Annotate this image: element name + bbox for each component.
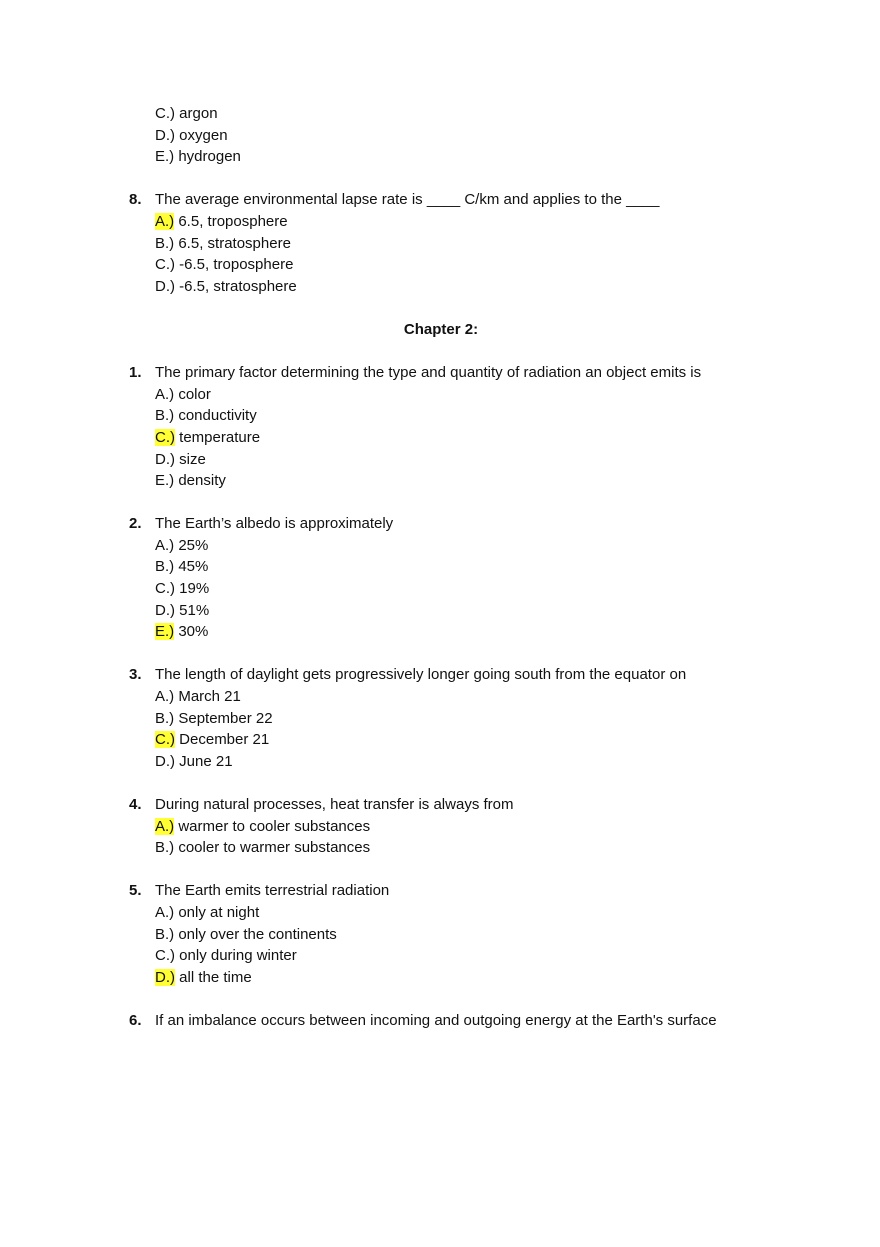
option-letter: A.)	[155, 688, 175, 706]
question-line	[0, 664, 880, 686]
question-text: The average environmental lapse rate is ____ C/km and applies to the ____	[155, 191, 660, 209]
option-label: only during winter	[179, 947, 297, 965]
option-text	[155, 967, 252, 989]
option-label: 25%	[178, 536, 209, 554]
blank-line	[0, 859, 880, 881]
answer-option	[0, 837, 880, 859]
option-text	[155, 729, 269, 751]
answer-option	[0, 233, 880, 255]
question-line	[0, 362, 880, 384]
option-letter: B.)	[155, 839, 175, 857]
option-letter: E.)	[155, 472, 175, 490]
option-text	[155, 578, 209, 600]
correct-answer-letter: A.)	[155, 817, 175, 835]
question-number: 1.	[129, 364, 142, 382]
answer-option	[0, 686, 880, 708]
question-text: The length of daylight gets progressively longer going south from the equator on	[155, 666, 687, 684]
question-number: 2.	[129, 515, 142, 533]
option-label: -6.5, troposphere	[179, 256, 294, 274]
answer-option	[0, 578, 880, 600]
option-label: 19%	[179, 580, 210, 598]
blank-line	[0, 492, 880, 514]
answer-option	[0, 211, 880, 233]
correct-answer-letter: C.)	[155, 731, 175, 749]
option-letter: D.)	[155, 601, 175, 619]
option-letter: B.)	[155, 925, 175, 943]
option-text	[155, 384, 211, 406]
answer-option	[0, 729, 880, 751]
option-label: all the time	[179, 968, 252, 986]
option-text	[155, 902, 259, 924]
option-letter: B.)	[155, 234, 175, 252]
blank-line	[0, 297, 880, 319]
option-label: June 21	[179, 752, 233, 770]
option-text	[155, 621, 208, 643]
option-label: 6.5, troposphere	[178, 212, 288, 230]
answer-option	[0, 449, 880, 471]
option-text	[155, 405, 257, 427]
question-line	[0, 1010, 880, 1032]
option-label: -6.5, stratosphere	[179, 277, 297, 295]
option-label: 45%	[178, 558, 209, 576]
option-label: September 22	[178, 709, 273, 727]
option-text	[155, 708, 273, 730]
answer-option	[0, 600, 880, 622]
question-text: The primary factor determining the type and quantity of radiation an object emits is	[155, 364, 702, 382]
question-number: 5.	[129, 882, 142, 900]
option-letter: C.)	[155, 947, 175, 965]
blank-line	[0, 643, 880, 665]
answer-option	[0, 556, 880, 578]
correct-answer-letter: E.)	[155, 623, 175, 641]
answer-option	[0, 103, 880, 125]
question-number: 4.	[129, 796, 142, 813]
question-text: The Earth’s albedo is approximately	[155, 515, 394, 533]
option-letter: B.)	[155, 709, 175, 727]
option-text	[155, 816, 370, 838]
answer-option	[0, 470, 880, 492]
question-line	[0, 794, 880, 816]
answer-option	[0, 276, 880, 298]
option-label: 51%	[179, 601, 210, 619]
option-letter: B.)	[155, 558, 175, 576]
answer-option	[0, 708, 880, 730]
option-label: argon	[179, 105, 218, 122]
option-label: December 21	[179, 731, 270, 749]
option-text	[155, 470, 226, 492]
question-number: 6.	[129, 1011, 142, 1029]
option-text	[155, 751, 233, 773]
option-text	[155, 924, 337, 946]
option-label: hydrogen	[178, 148, 241, 166]
correct-answer-letter: D.)	[155, 968, 175, 986]
option-text	[155, 945, 297, 967]
option-text	[155, 254, 293, 276]
option-label: size	[179, 450, 206, 468]
option-text	[155, 686, 241, 708]
blank-line	[0, 772, 880, 794]
answer-option	[0, 621, 880, 643]
option-letter: C.)	[155, 580, 175, 598]
option-text	[155, 233, 291, 255]
option-label: cooler to warmer substances	[178, 839, 371, 857]
answer-option	[0, 924, 880, 946]
question-line	[0, 189, 880, 211]
quiz-content	[0, 103, 880, 1032]
chapter-heading: Chapter 2:	[403, 320, 479, 338]
option-text	[155, 211, 288, 233]
option-label: color	[178, 385, 211, 403]
option-label: oxygen	[179, 126, 228, 144]
option-letter: C.)	[155, 256, 175, 274]
blank-line	[0, 988, 880, 1010]
option-label: density	[178, 472, 226, 490]
option-text	[155, 556, 208, 578]
answer-option	[0, 535, 880, 557]
question-line	[0, 513, 880, 535]
option-letter: E.)	[155, 148, 175, 166]
answer-option	[0, 125, 880, 147]
option-text	[155, 535, 208, 557]
blank-line	[0, 168, 880, 190]
option-letter: D.)	[155, 277, 175, 295]
option-text	[155, 449, 206, 471]
answer-option	[0, 405, 880, 427]
option-text	[155, 427, 260, 449]
option-letter: D.)	[155, 450, 175, 468]
option-letter: D.)	[155, 126, 175, 144]
question-number: 8.	[129, 191, 142, 209]
option-label: temperature	[179, 428, 261, 446]
option-letter: A.)	[155, 903, 175, 921]
option-text	[155, 276, 297, 298]
option-text	[155, 837, 370, 859]
question-text: During natural processes, heat transfer is always from	[155, 796, 514, 813]
answer-option	[0, 146, 880, 168]
option-letter: D.)	[155, 752, 175, 770]
option-label: only over the continents	[178, 925, 337, 943]
option-label: conductivity	[178, 407, 257, 425]
option-letter: A.)	[155, 385, 175, 403]
question-text: If an imbalance occurs between incoming and outgoing energy at the Earth's surface	[155, 1011, 717, 1029]
answer-option	[0, 751, 880, 773]
option-label: 6.5, stratosphere	[178, 234, 291, 252]
option-label: warmer to cooler substances	[178, 817, 371, 835]
answer-option	[0, 816, 880, 838]
correct-answer-letter: A.)	[155, 212, 175, 230]
option-letter: C.)	[155, 105, 175, 122]
option-label: 30%	[178, 623, 209, 641]
answer-option	[0, 384, 880, 406]
correct-answer-letter: C.)	[155, 428, 175, 446]
option-label: only at night	[178, 903, 260, 921]
option-text	[155, 146, 241, 168]
answer-option	[0, 427, 880, 449]
question-text: The Earth emits terrestrial radiation	[155, 882, 390, 900]
option-text	[155, 103, 218, 125]
blank-line	[0, 341, 880, 363]
option-text	[155, 600, 209, 622]
option-label: March 21	[178, 688, 241, 706]
answer-option	[0, 254, 880, 276]
option-letter: B.)	[155, 407, 175, 425]
question-line	[0, 880, 880, 902]
answer-option	[0, 902, 880, 924]
answer-option	[0, 967, 880, 989]
answer-option	[0, 945, 880, 967]
option-text	[155, 125, 228, 147]
option-letter: A.)	[155, 536, 175, 554]
question-number: 3.	[129, 666, 142, 684]
